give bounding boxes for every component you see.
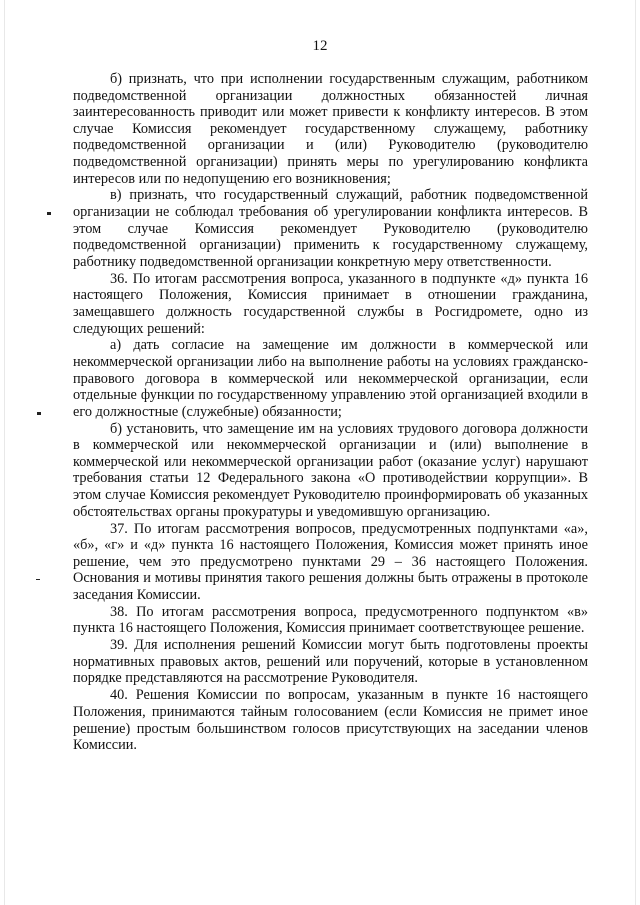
paragraph-36: 36. По итогам рассмотрения вопроса, указанного в подпункте «д» пункта 16 настоящего Положения, Комиссия принимает в отношении гражданина, замещавшего должность государственной службы в Росгидромете, одно из следующих решений: <box>73 270 588 337</box>
paragraph-36b: б) установить, что замещение им на условиях трудового договора должности в коммерческой или некоммерческой организации и (или) выполнение в коммерческой или некоммерческой организации работ (оказание услуг) нарушают требования статьи 12 Федерального закона «О противодействии коррупции». В этом случае Комиссия рекомендует Руководителю проинформировать об указанных обстоятельствах органы прокуратуры и уведомившую организацию. <box>73 420 588 520</box>
paragraph-37: 37. По итогам рассмотрения вопросов, предусмотренных подпунктами «а», «б», «г» и «д» пункта 16 настоящего Положения, Комиссия может принять иное решение, чем это предусмотрено пунктами 29 – 36 настоящего Положения. Основания и мотивы принятия такого решения должны быть отражены в протоколе заседания Комиссии. <box>73 520 588 603</box>
paragraph-40: 40. Решения Комиссии по вопросам, указанным в пункте 16 настоящего Положения, принимаются тайным голосованием (если Комиссия не примет иное решение) простым большинством голосов присутствующих на заседании членов Комиссии. <box>73 687 588 754</box>
scan-mark <box>47 212 51 215</box>
paragraph-39: 39. Для исполнения решений Комиссии могут быть подготовлены проекты нормативных правовых актов, решений или поручений, которые в установленном порядке представляются на рассмотрение Руководителя. <box>73 637 588 687</box>
scan-mark <box>37 412 41 415</box>
scan-mark <box>36 579 40 580</box>
paragraph-36a: а) дать согласие на замещение им должности в коммерческой или некоммерческой организации либо на выполнение работы на условиях гражданско-правового договора в коммерческой или некоммерческой организации, если отдельные функции по государственному управлению этой организацией входили в его должностные (служебные) обязанности; <box>73 337 588 420</box>
document-body <box>73 71 588 754</box>
scan-edge-right <box>635 0 636 905</box>
paragraph-38: 38. По итогам рассмотрения вопроса, предусмотренного подпунктом «в» пункта 16 настоящего Положения, Комиссия принимает соответствующее решение. <box>73 603 588 637</box>
page-number: 12 <box>312 38 328 54</box>
scan-edge-left <box>4 0 5 905</box>
paragraph-35v: в) признать, что государственный служащий, работник подведомственной организации не соблюдал требования об урегулировании конфликта интересов. В этом случае Комиссия рекомендует Руководителю (руководителю подведомственной организации) применить к государственному служащему, работнику подведомственной организации конкретную меру ответственности. <box>73 187 588 270</box>
paragraph-35b: б) признать, что при исполнении государственным служащим, работником подведомственной организации должностных обязанностей личная заинтересованность приводит или может привести к конфликту интересов. В этом случае Комиссия рекомендует государственному служащему, работнику подведомственной организации и (или) Руководителю (руководителю подведомственной организации) принять меры по урегулированию конфликта интересов или по недопущению его возникновения; <box>73 71 588 187</box>
